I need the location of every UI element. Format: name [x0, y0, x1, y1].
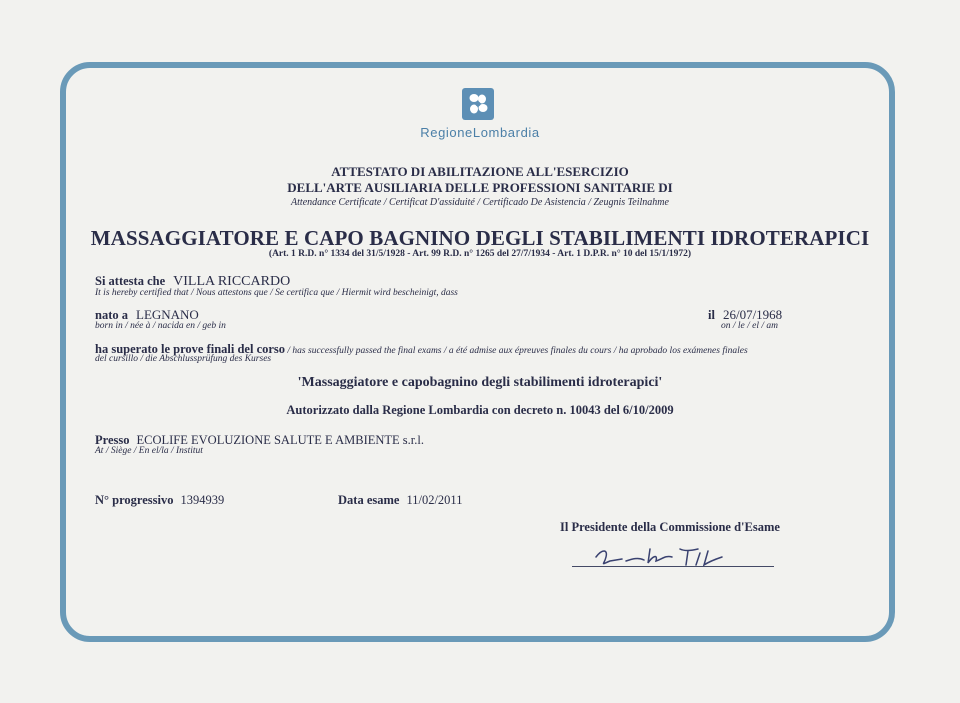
profession-title: MASSAGGIATORE E CAPO BAGNINO DEGLI STABILIMENTI IDROTERAPICI — [90, 226, 870, 250]
progressive-number-label: N° progressivo — [95, 493, 174, 507]
authorization-decree: Autorizzato dalla Regione Lombardia con decreto n. 10043 del 6/10/2009 — [286, 403, 674, 417]
birthdate-value: 26/07/1968 — [722, 307, 783, 322]
attest-label: Si attesta che — [95, 274, 166, 288]
birthplace-value: LEGNANO — [136, 307, 199, 322]
heading-translation: Attendance Certificate / Certificat D'assiduité / Certificado De Asistencia / Zeugnis Teilnahme — [291, 197, 669, 208]
institute-name: ECOLIFE EVOLUZIONE SALUTE E AMBIENTE s.r.l. — [136, 433, 424, 447]
holder-name: VILLA RICCARDO — [173, 274, 291, 289]
exam-date-line — [338, 491, 462, 509]
signature-line — [572, 566, 774, 567]
passed-label: ha superato le prove finali del corso — [95, 342, 286, 356]
heading-line-2: DELL'ARTE AUSILIARIA DELLE PROFESSIONI SANITARIE DI — [287, 180, 673, 195]
exam-date: 11/02/2011 — [406, 493, 463, 507]
signatory-role: Il Presidente della Commissione d'Esame — [560, 520, 780, 534]
progressive-number-line — [95, 491, 224, 509]
birthdate-translation: on / le / el / am — [721, 321, 778, 331]
course-name: 'Massaggiatore e capobagnino degli stabilimenti idroterapici' — [297, 375, 663, 390]
progressive-number: 1394939 — [180, 493, 225, 507]
passed-translation-1: / has successfully passed the final exams / a été admise aux épreuves finales du cours / ha aprobado los exámenes finales — [285, 346, 748, 356]
birthplace-translation: born in / née à / nacida en / geb in — [95, 321, 226, 331]
heading-line-1: ATTESTATO DI ABILITAZIONE ALL'ESERCIZIO — [331, 164, 629, 179]
institute-label: Presso — [95, 433, 130, 447]
exam-date-label: Data esame — [338, 493, 400, 507]
lombardia-rose-logo-icon — [462, 88, 494, 120]
birthplace-label: nato a — [95, 308, 128, 322]
attest-translation: It is hereby certified that / Nous attestons que / Se certifica que / Hiermit wird bescheinigt, dass — [95, 288, 458, 298]
issuer-name: RegioneLombardia — [420, 125, 540, 140]
legal-references: (Art. 1 R.D. n° 1334 del 31/5/1928 - Art. 99 R.D. n° 1265 del 27/7/1934 - Art. 1 D.P.R. n° 10 del 15/1/1972) — [268, 249, 692, 259]
birthdate-label: il — [708, 308, 715, 322]
institute-translation: At / Siège / En el/la / Institut — [95, 446, 203, 456]
passed-translation-2: del cursillo / die Abschlussprüfung des Kurses — [95, 354, 272, 364]
